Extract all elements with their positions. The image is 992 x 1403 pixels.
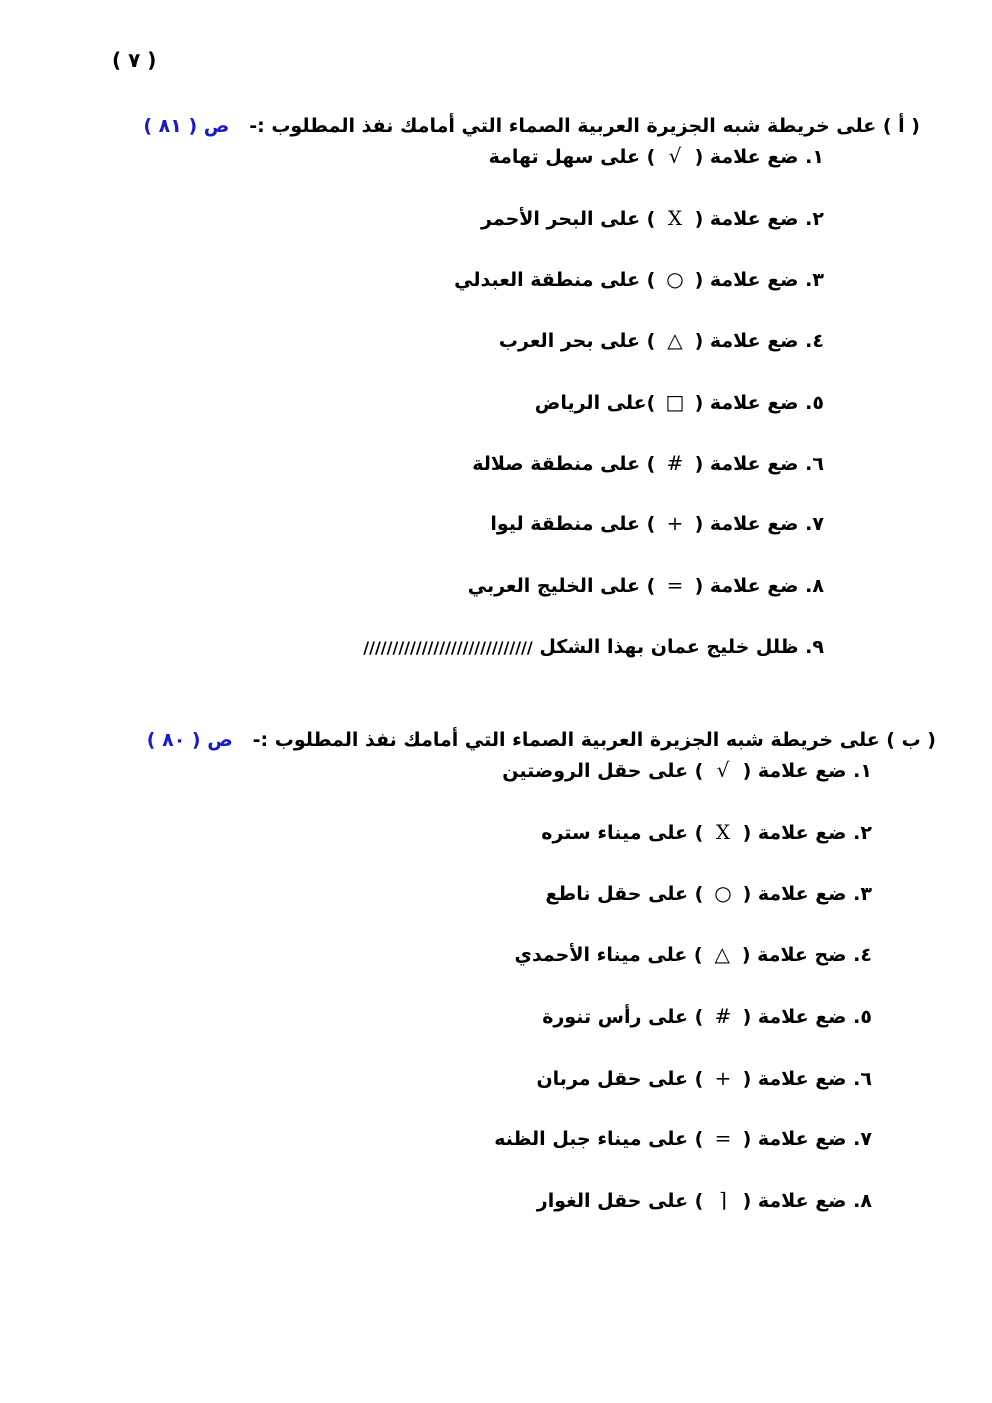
list-item	[515, 941, 872, 968]
section-b-heading	[147, 728, 936, 752]
item-target: ) على حقل ناطع	[545, 883, 704, 905]
plus-symbol-icon: +	[666, 511, 684, 535]
check-symbol-icon: √	[716, 758, 730, 782]
item-number: ٥.	[853, 1006, 872, 1028]
item-number: ٦.	[853, 1068, 872, 1090]
item-number: ٥.	[805, 392, 824, 414]
item-target: ) على منطقة ليوا	[490, 513, 656, 535]
item-text: ضع علامة (	[694, 513, 799, 535]
item-text: ضع علامة (	[742, 1068, 847, 1090]
list-item	[499, 327, 824, 354]
item-text: ضع علامة (	[694, 146, 799, 168]
list-item	[545, 880, 872, 907]
page-number: ( ٧ )	[112, 48, 157, 72]
item-text: ضع علامة (	[742, 1128, 847, 1150]
item-number: ٢.	[805, 208, 824, 230]
list-item	[502, 757, 872, 784]
x-symbol-icon: X	[715, 820, 731, 844]
item-target: ) على ميناء ستره	[541, 822, 704, 844]
list-item	[363, 634, 824, 661]
item-text: ضع علامة (	[694, 453, 799, 475]
item-text: ضع علامة (	[694, 208, 799, 230]
list-item	[490, 510, 824, 537]
item-number: ٧.	[805, 513, 824, 535]
list-item	[542, 1003, 872, 1030]
item-text: ضع علامة (	[694, 330, 799, 352]
item-target: ) على رأس تنورة	[542, 1006, 704, 1028]
list-item	[481, 205, 824, 232]
item-target: ) على ميناء الأحمدي	[514, 944, 703, 966]
item-target: /////////////////////////////	[363, 638, 533, 657]
item-target: )على الرياض	[534, 392, 656, 414]
item-number: ٩.	[805, 636, 824, 658]
triangle-symbol-icon: △	[667, 328, 683, 352]
item-target: ) على حقل الغوار	[536, 1190, 704, 1212]
item-number: ٢.	[853, 822, 872, 844]
item-text: ضع علامة (	[742, 822, 847, 844]
item-target: ) على منطقة العبدلي	[454, 269, 656, 291]
list-item	[536, 1065, 872, 1092]
item-number: ٧.	[853, 1128, 872, 1150]
section-b-page-ref: ص ( ٨٠ )	[146, 729, 233, 751]
section-b-title: ( ب ) على خريطة شبه الجزيرة العربية الصماء التي أمامك نفذ المطلوب :-	[252, 729, 936, 751]
item-number: ٨.	[805, 575, 824, 597]
item-number: ٣.	[853, 883, 872, 905]
section-a-heading	[143, 114, 920, 138]
item-target: ) على حقل الروضتين	[502, 760, 704, 782]
equals-symbol-icon: =	[714, 1126, 732, 1150]
corner-symbol-icon: ⌈	[719, 1188, 727, 1212]
plus-symbol-icon: +	[714, 1066, 732, 1090]
item-text: ظلل خليج عمان بهذا الشكل	[539, 636, 799, 658]
square-symbol-icon: □	[665, 390, 685, 414]
item-text: ضع علامة (	[742, 1006, 847, 1028]
list-item	[489, 143, 824, 170]
triangle-symbol-icon: △	[714, 942, 730, 966]
list-item	[454, 266, 824, 293]
item-text: ضع علامة (	[742, 883, 847, 905]
circle-symbol-icon: ○	[666, 267, 684, 291]
check-symbol-icon: √	[668, 144, 682, 168]
item-target: ) على الخليج العربي	[467, 575, 656, 597]
item-number: ٤.	[805, 330, 824, 352]
item-number: ٤.	[853, 944, 872, 966]
item-number: ١.	[853, 760, 872, 782]
list-item	[541, 819, 872, 846]
hash-symbol-icon: #	[714, 1004, 732, 1028]
item-target: ) على بحر العرب	[498, 330, 656, 352]
list-item	[468, 572, 824, 599]
item-number: ١.	[805, 146, 824, 168]
equals-symbol-icon: =	[666, 573, 684, 597]
item-text: ضع علامة (	[694, 269, 799, 291]
item-text: ضع علامة (	[694, 575, 799, 597]
item-target: ) على منطقة صلالة	[472, 453, 656, 475]
item-number: ٨.	[853, 1190, 872, 1212]
list-item	[537, 1187, 872, 1214]
item-target: ) على البحر الأحمر	[481, 208, 656, 230]
list-item	[494, 1125, 872, 1152]
hash-symbol-icon: #	[666, 451, 684, 475]
item-text: ضع علامة (	[742, 760, 847, 782]
list-item	[472, 450, 824, 477]
item-target: ) على ميناء جبل الظنه	[494, 1128, 704, 1150]
item-target: ) على سهل تهامة	[488, 146, 656, 168]
list-item	[535, 389, 824, 416]
x-symbol-icon: X	[667, 206, 683, 230]
section-a-title: ( أ ) على خريطة شبه الجزيرة العربية الصماء التي أمامك نفذ المطلوب :-	[249, 115, 920, 137]
item-text: ضع علامة (	[742, 1190, 847, 1212]
item-text: ضح علامة (	[741, 944, 847, 966]
section-a-page-ref: ص ( ٨١ )	[143, 115, 230, 137]
item-number: ٦.	[805, 453, 824, 475]
item-target: ) على حقل مربان	[536, 1068, 704, 1090]
item-number: ٣.	[805, 269, 824, 291]
item-text: ضع علامة (	[694, 392, 799, 414]
circle-symbol-icon: ○	[714, 881, 732, 905]
